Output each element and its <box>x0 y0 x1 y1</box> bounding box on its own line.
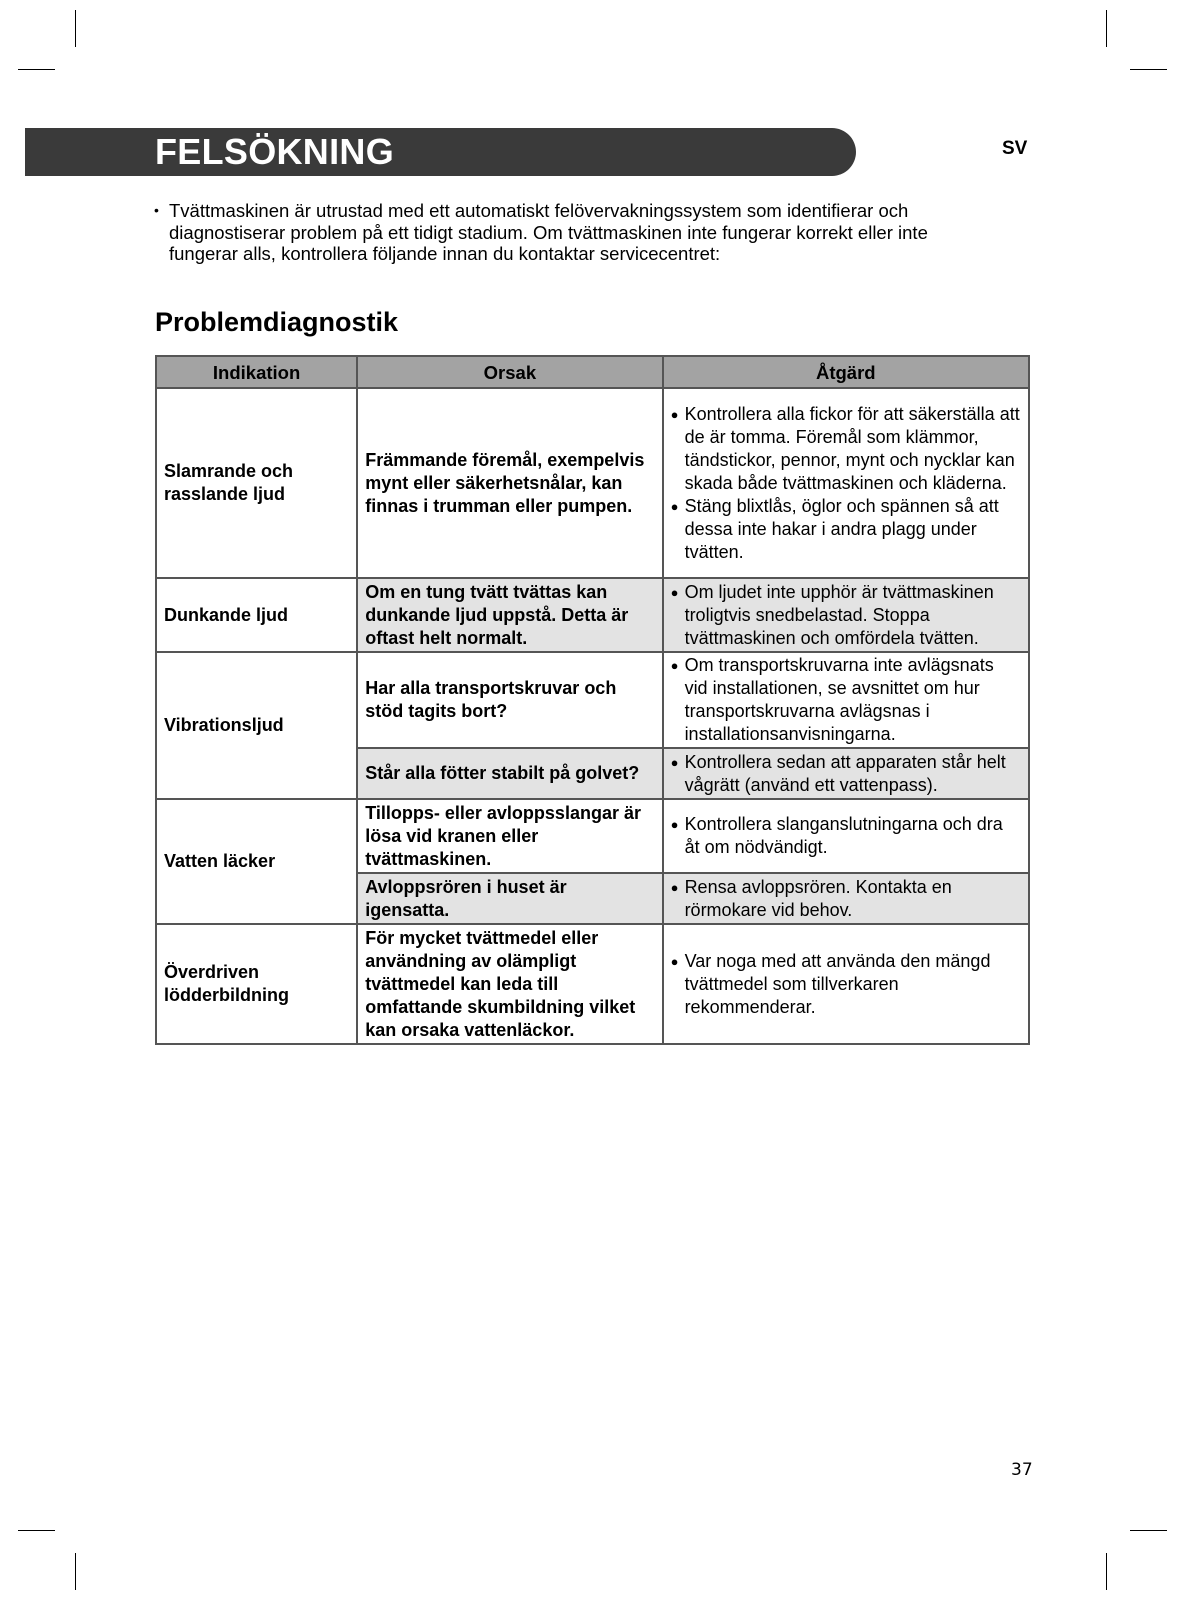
column-header-cause: Orsak <box>357 356 662 388</box>
crop-mark <box>1106 1553 1107 1590</box>
indication-cell: Vibrationsljud <box>156 652 357 799</box>
action-cell <box>663 388 1029 578</box>
page-title: FELSÖKNING <box>155 131 395 172</box>
crop-mark <box>18 1530 55 1531</box>
crop-mark <box>1130 1530 1167 1531</box>
action-cell <box>663 873 1029 924</box>
bullet-icon: ● <box>670 584 679 600</box>
crop-mark <box>1106 10 1107 47</box>
title-banner <box>25 128 856 176</box>
section-title: Problemdiagnostik <box>155 307 399 337</box>
intro-text: Tvättmaskinen är utrustad med ett automatiskt felövervakningssystem som identifierar och diagnostiserar problem på ett tidigt stadium. Om tvättmaskinen inte fungerar korrekt eller inte fungerar alls, kontrollera följande innan du kontaktar servicecentret: <box>169 200 928 264</box>
bullet-icon: ● <box>670 498 679 514</box>
table-header-row <box>156 356 1029 388</box>
cause-cell: Står alla fötter stabilt på golvet? <box>357 748 662 799</box>
diagnostics-table <box>155 355 1030 1045</box>
table-row <box>156 652 1029 748</box>
indication-cell: Slamrande och rasslande ljud <box>156 388 357 578</box>
indication-cell: Vatten läcker <box>156 799 357 924</box>
action-item: ● Kontrollera sedan att apparaten står helt vågrätt (använd ett vattenpass). <box>670 751 1006 795</box>
cause-cell: Om en tung tvätt tvättas kan dunkande ljud uppstå. Detta är oftast helt normalt. <box>357 578 662 652</box>
indication-cell: Dunkande ljud <box>156 578 357 652</box>
crop-mark <box>18 69 55 70</box>
action-item: ● Om ljudet inte upphör är tvättmaskinen troligtvis snedbelastad. Stoppa tvättmaskinen och omfördela tvätten. <box>670 581 994 648</box>
action-cell <box>663 748 1029 799</box>
action-cell <box>663 799 1029 873</box>
cause-cell: För mycket tvättmedel eller användning av olämpligt tvättmedel kan leda till omfattande skumbildning vilket kan orsaka vattenläckor. <box>357 924 662 1044</box>
crop-mark <box>75 1553 76 1590</box>
bullet-icon: ● <box>670 953 679 969</box>
bullet-icon: ● <box>670 406 679 422</box>
bullet-icon: ● <box>670 817 679 832</box>
table-row <box>156 799 1029 873</box>
action-item: ● Stäng blixtlås, öglor och spännen så att dessa inte hakar i andra plagg under tvätten. <box>670 495 999 562</box>
bullet-icon: ● <box>670 879 679 895</box>
indication-cell: Överdriven lödderbildning <box>156 924 357 1044</box>
table-row <box>156 388 1029 578</box>
action-cell <box>663 924 1029 1044</box>
action-cell <box>663 578 1029 652</box>
cause-cell: Främmande föremål, exempelvis mynt eller säkerhetsnålar, kan finnas i trumman eller pumpen. <box>357 388 662 578</box>
column-header-action: Åtgärd <box>663 356 1029 388</box>
page-number: 37 <box>1011 1460 1033 1480</box>
column-header-indication: Indikation <box>156 356 357 388</box>
table-row <box>156 578 1029 652</box>
action-item: ● Kontrollera slanganslutningarna och dra åt om nödvändigt. <box>670 814 1003 857</box>
bullet-icon: • <box>154 202 159 218</box>
bullet-icon: ● <box>670 658 679 673</box>
bullet-icon: ● <box>670 754 679 770</box>
crop-mark <box>1130 69 1167 70</box>
intro-paragraph <box>154 200 984 265</box>
cause-cell: Avloppsrören i huset är igensatta. <box>357 873 662 924</box>
action-cell <box>663 652 1029 748</box>
crop-mark <box>75 10 76 47</box>
action-item: ● Kontrollera alla fickor för att säkerställa att de är tomma. Föremål som klämmor, tändstickor, pennor, mynt och nycklar kan skada både tvättmaskinen och kläderna. <box>670 403 1020 493</box>
action-item: ● Rensa avloppsrören. Kontakta en rörmokare vid behov. <box>670 876 952 920</box>
cause-cell: Tillopps- eller avloppsslangar är lösa vid kranen eller tvättmaskinen. <box>357 799 662 873</box>
action-item: ● Var noga med att använda den mängd tvättmedel som tillverkaren rekommenderar. <box>670 950 991 1017</box>
cause-cell: Har alla transportskruvar och stöd tagits bort? <box>357 652 662 748</box>
language-code: SV <box>1002 138 1028 159</box>
table-row <box>156 924 1029 1044</box>
action-item: ● Om transportskruvarna inte avlägsnats vid installationen, se avsnittet om hur transportskruvarna avlägsnas i installationsanvisningarna. <box>670 655 994 744</box>
